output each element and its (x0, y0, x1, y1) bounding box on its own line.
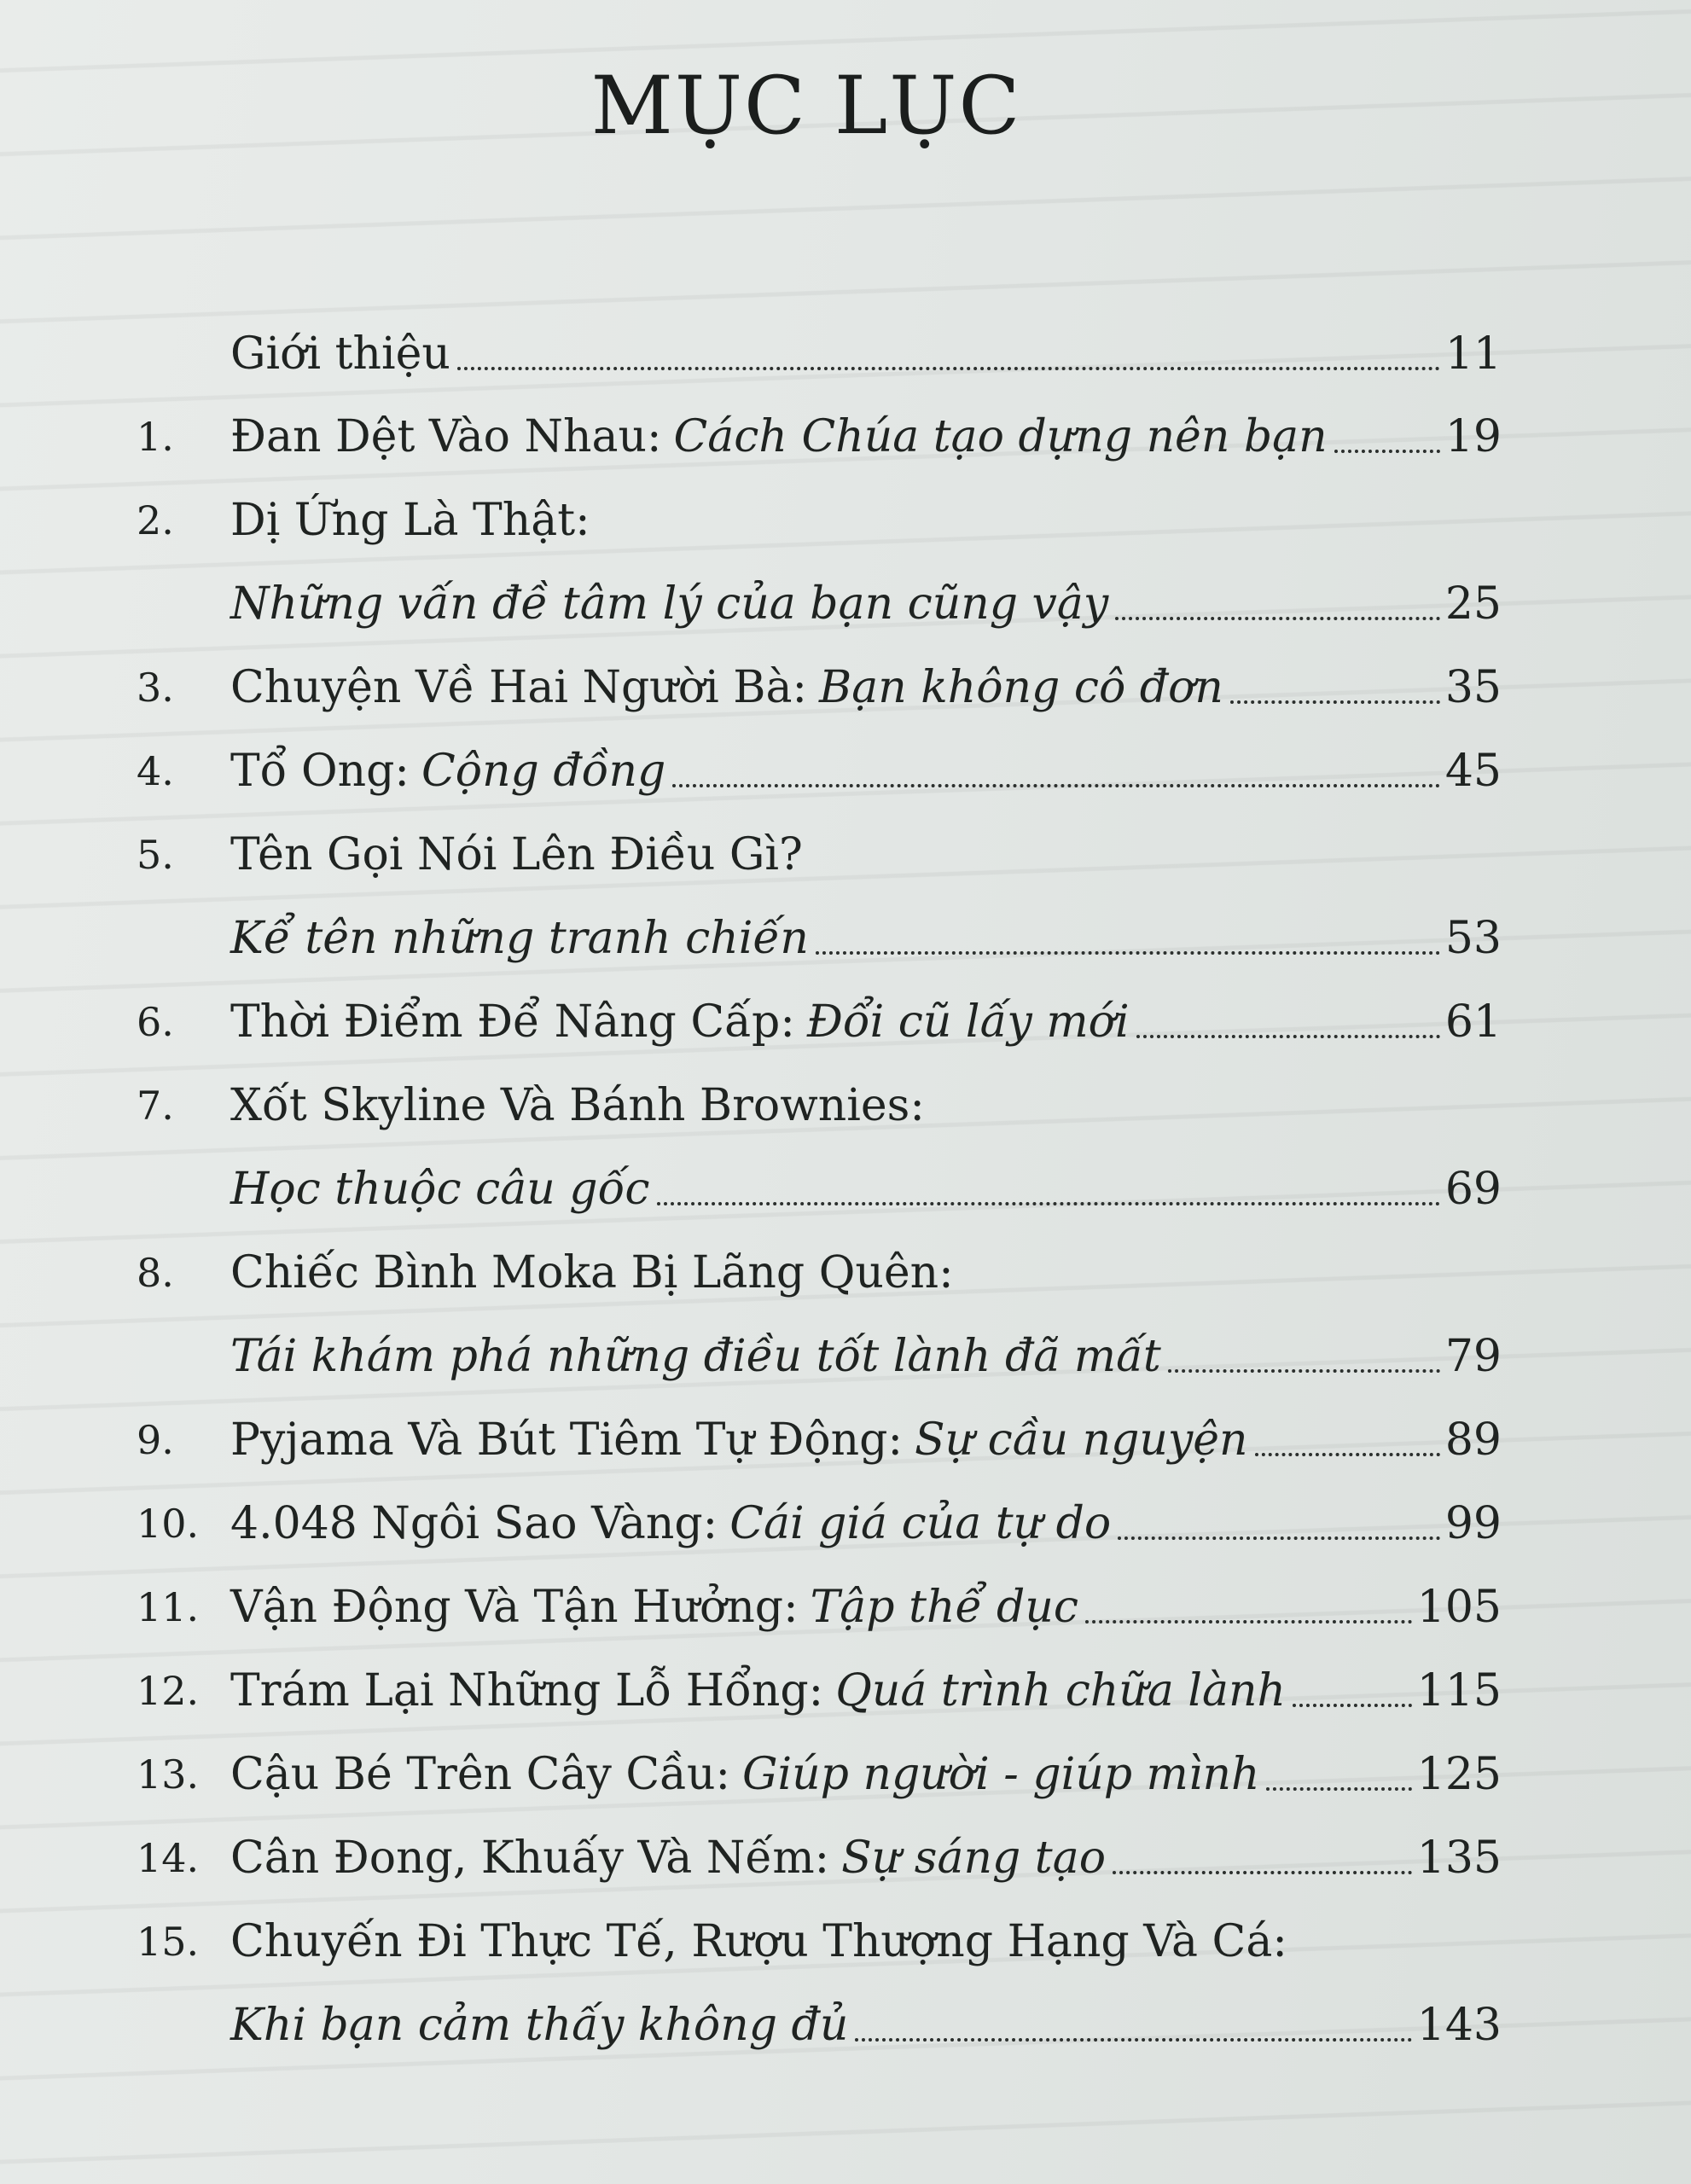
toc-entry-1 (137, 390, 1502, 467)
toc-entry-number: 6. (137, 999, 174, 1045)
dot-leader (672, 783, 1440, 787)
toc-entry-title: Tên Gọi Nói Lên Điều Gì? (230, 829, 803, 880)
dot-leader (816, 950, 1440, 955)
toc-entry-title: Dị Ứng Là Thật: (230, 495, 590, 546)
toc-entry-title: Xốt Skyline Và Bánh Brownies: (230, 1080, 925, 1131)
dot-leader (1085, 1619, 1412, 1623)
toc-entry-subtitle: Quá trình chữa lành (835, 1665, 1286, 1716)
toc-entry-subtitle: Tái khám phá những điều tốt lành đã mất (230, 1331, 1161, 1382)
toc-page-number: 61 (1444, 996, 1502, 1048)
toc-entry-number: 4. (137, 748, 174, 794)
toc-entry-subtitle: Sự cầu nguyện (914, 1414, 1248, 1466)
toc-entry-subtitle: Sự sáng tạo (841, 1833, 1106, 1884)
toc-entry-title: Thời Điểm Để Nâng Cấp: (230, 996, 795, 1048)
toc-entry-subtitle: Khi bạn cảm thấy không đủ (230, 2000, 849, 2051)
toc-entry-7-title-line (137, 1059, 1502, 1136)
toc-entry-5-subtitle-line (230, 892, 1502, 968)
dot-leader (457, 366, 1440, 370)
toc-page-number: 35 (1444, 662, 1502, 713)
toc-entry-10 (137, 1477, 1502, 1554)
toc-entry-subtitle: Bạn không cô đơn (819, 662, 1223, 713)
toc-entry-15-subtitle-line (230, 1978, 1502, 2055)
page-title: MỤC LỤC (590, 60, 1022, 153)
toc-entry-5-title-line (137, 808, 1502, 885)
toc-page-number: 69 (1444, 1164, 1502, 1215)
toc-entry-9 (137, 1393, 1502, 1470)
toc-entry-title: Cân Đong, Khuấy Và Nếm: (230, 1833, 830, 1884)
dot-leader (1168, 1368, 1440, 1373)
toc-entry-2-title-line (137, 473, 1502, 550)
toc-page-number: 115 (1416, 1665, 1502, 1716)
toc-entry-11 (137, 1560, 1502, 1637)
toc-entry-title: 4.048 Ngôi Sao Vàng: (230, 1498, 718, 1549)
toc-entry-subtitle: Tập thể dục (810, 1582, 1078, 1633)
toc-entry-title: Chiếc Bình Moka Bị Lãng Quên: (230, 1247, 954, 1298)
toc-page-number: 143 (1416, 2000, 1502, 2051)
dot-leader (657, 1201, 1440, 1205)
toc-entry-14 (137, 1811, 1502, 1888)
toc-entry-number: 7. (137, 1083, 174, 1129)
toc-entry-number: 10. (137, 1501, 200, 1547)
toc-page-number: 45 (1444, 746, 1502, 797)
toc-entry-8-title-line (137, 1226, 1502, 1303)
toc-entry-number: 13. (137, 1751, 200, 1798)
toc-page-number: 19 (1444, 411, 1502, 462)
toc-entry-intro (230, 307, 1502, 384)
toc-entry-number: 14. (137, 1835, 200, 1881)
dot-leader (1293, 1703, 1412, 1707)
dot-leader (1266, 1786, 1411, 1791)
toc-page-number: 125 (1416, 1749, 1502, 1800)
toc-page-number: 79 (1444, 1331, 1502, 1382)
toc-page-number: 105 (1416, 1582, 1502, 1633)
toc-entry-12 (137, 1644, 1502, 1721)
dot-leader (1115, 616, 1440, 620)
toc-entry-title: Vận Động Và Tận Hưởng: (230, 1582, 799, 1633)
toc-entry-number: 9. (137, 1417, 174, 1463)
toc-entry-title: Đan Dệt Vào Nhau: (230, 411, 662, 462)
toc-page-number: 11 (1444, 328, 1502, 380)
toc-entry-subtitle: Những vấn đề tâm lý của bạn cũng vậy (230, 578, 1109, 630)
toc-page-number: 25 (1444, 578, 1502, 630)
toc-entry-7-subtitle-line (230, 1142, 1502, 1219)
toc-entry-title: Trám Lại Những Lỗ Hổng: (230, 1665, 824, 1716)
toc-entry-subtitle: Giúp người - giúp mình (742, 1749, 1260, 1800)
toc-entry-2-subtitle-line (230, 557, 1502, 634)
toc-entry-title: Giới thiệu (230, 328, 450, 380)
toc-entry-number: 5. (137, 832, 174, 878)
toc-entry-number: 8. (137, 1250, 174, 1296)
toc-entry-title: Tổ Ong: (230, 746, 410, 797)
dot-leader (1118, 1536, 1440, 1540)
toc-entry-number: 15. (137, 1919, 200, 1965)
toc-page-number: 135 (1416, 1833, 1502, 1884)
toc-entry-number: 3. (137, 665, 174, 711)
toc-entry-subtitle: Kể tên những tranh chiến (230, 913, 809, 964)
dot-leader (855, 2037, 1411, 2042)
toc-entry-title: Chuyện Về Hai Người Bà: (230, 662, 807, 713)
toc-entry-subtitle: Học thuộc câu gốc (230, 1164, 650, 1215)
toc-entry-3 (137, 641, 1502, 717)
toc-entry-subtitle: Cách Chúa tạo dựng nên bạn (673, 411, 1328, 462)
dot-leader (1334, 449, 1440, 453)
toc-entry-subtitle: Cái giá của tự do (729, 1498, 1112, 1549)
dot-leader (1255, 1452, 1440, 1456)
toc-entry-13 (137, 1728, 1502, 1804)
dot-leader (1230, 700, 1440, 704)
toc-entry-number: 12. (137, 1668, 200, 1714)
toc-entry-6 (137, 975, 1502, 1052)
toc-entry-number: 1. (137, 414, 174, 460)
toc-entry-title: Cậu Bé Trên Cây Cầu: (230, 1749, 731, 1800)
toc-entry-title: Pyjama Và Bút Tiêm Tự Động: (230, 1414, 903, 1466)
toc-page-number: 53 (1444, 913, 1502, 964)
dot-leader (1113, 1870, 1412, 1874)
toc-entry-title: Chuyến Đi Thực Tế, Rượu Thượng Hạng Và Cá: (230, 1916, 1287, 1967)
toc-page-number: 89 (1444, 1414, 1502, 1466)
toc-entry-4 (137, 724, 1502, 801)
toc-entry-number: 11. (137, 1584, 200, 1630)
toc-entry-15-title-line (137, 1895, 1502, 1972)
toc-entry-subtitle: Cộng đồng (421, 746, 666, 797)
toc-entry-8-subtitle-line (230, 1310, 1502, 1386)
dot-leader (1136, 1034, 1440, 1038)
toc-entry-subtitle: Đổi cũ lấy mới (806, 996, 1130, 1048)
toc-page-number: 99 (1444, 1498, 1502, 1549)
toc-entry-number: 2. (137, 497, 174, 543)
